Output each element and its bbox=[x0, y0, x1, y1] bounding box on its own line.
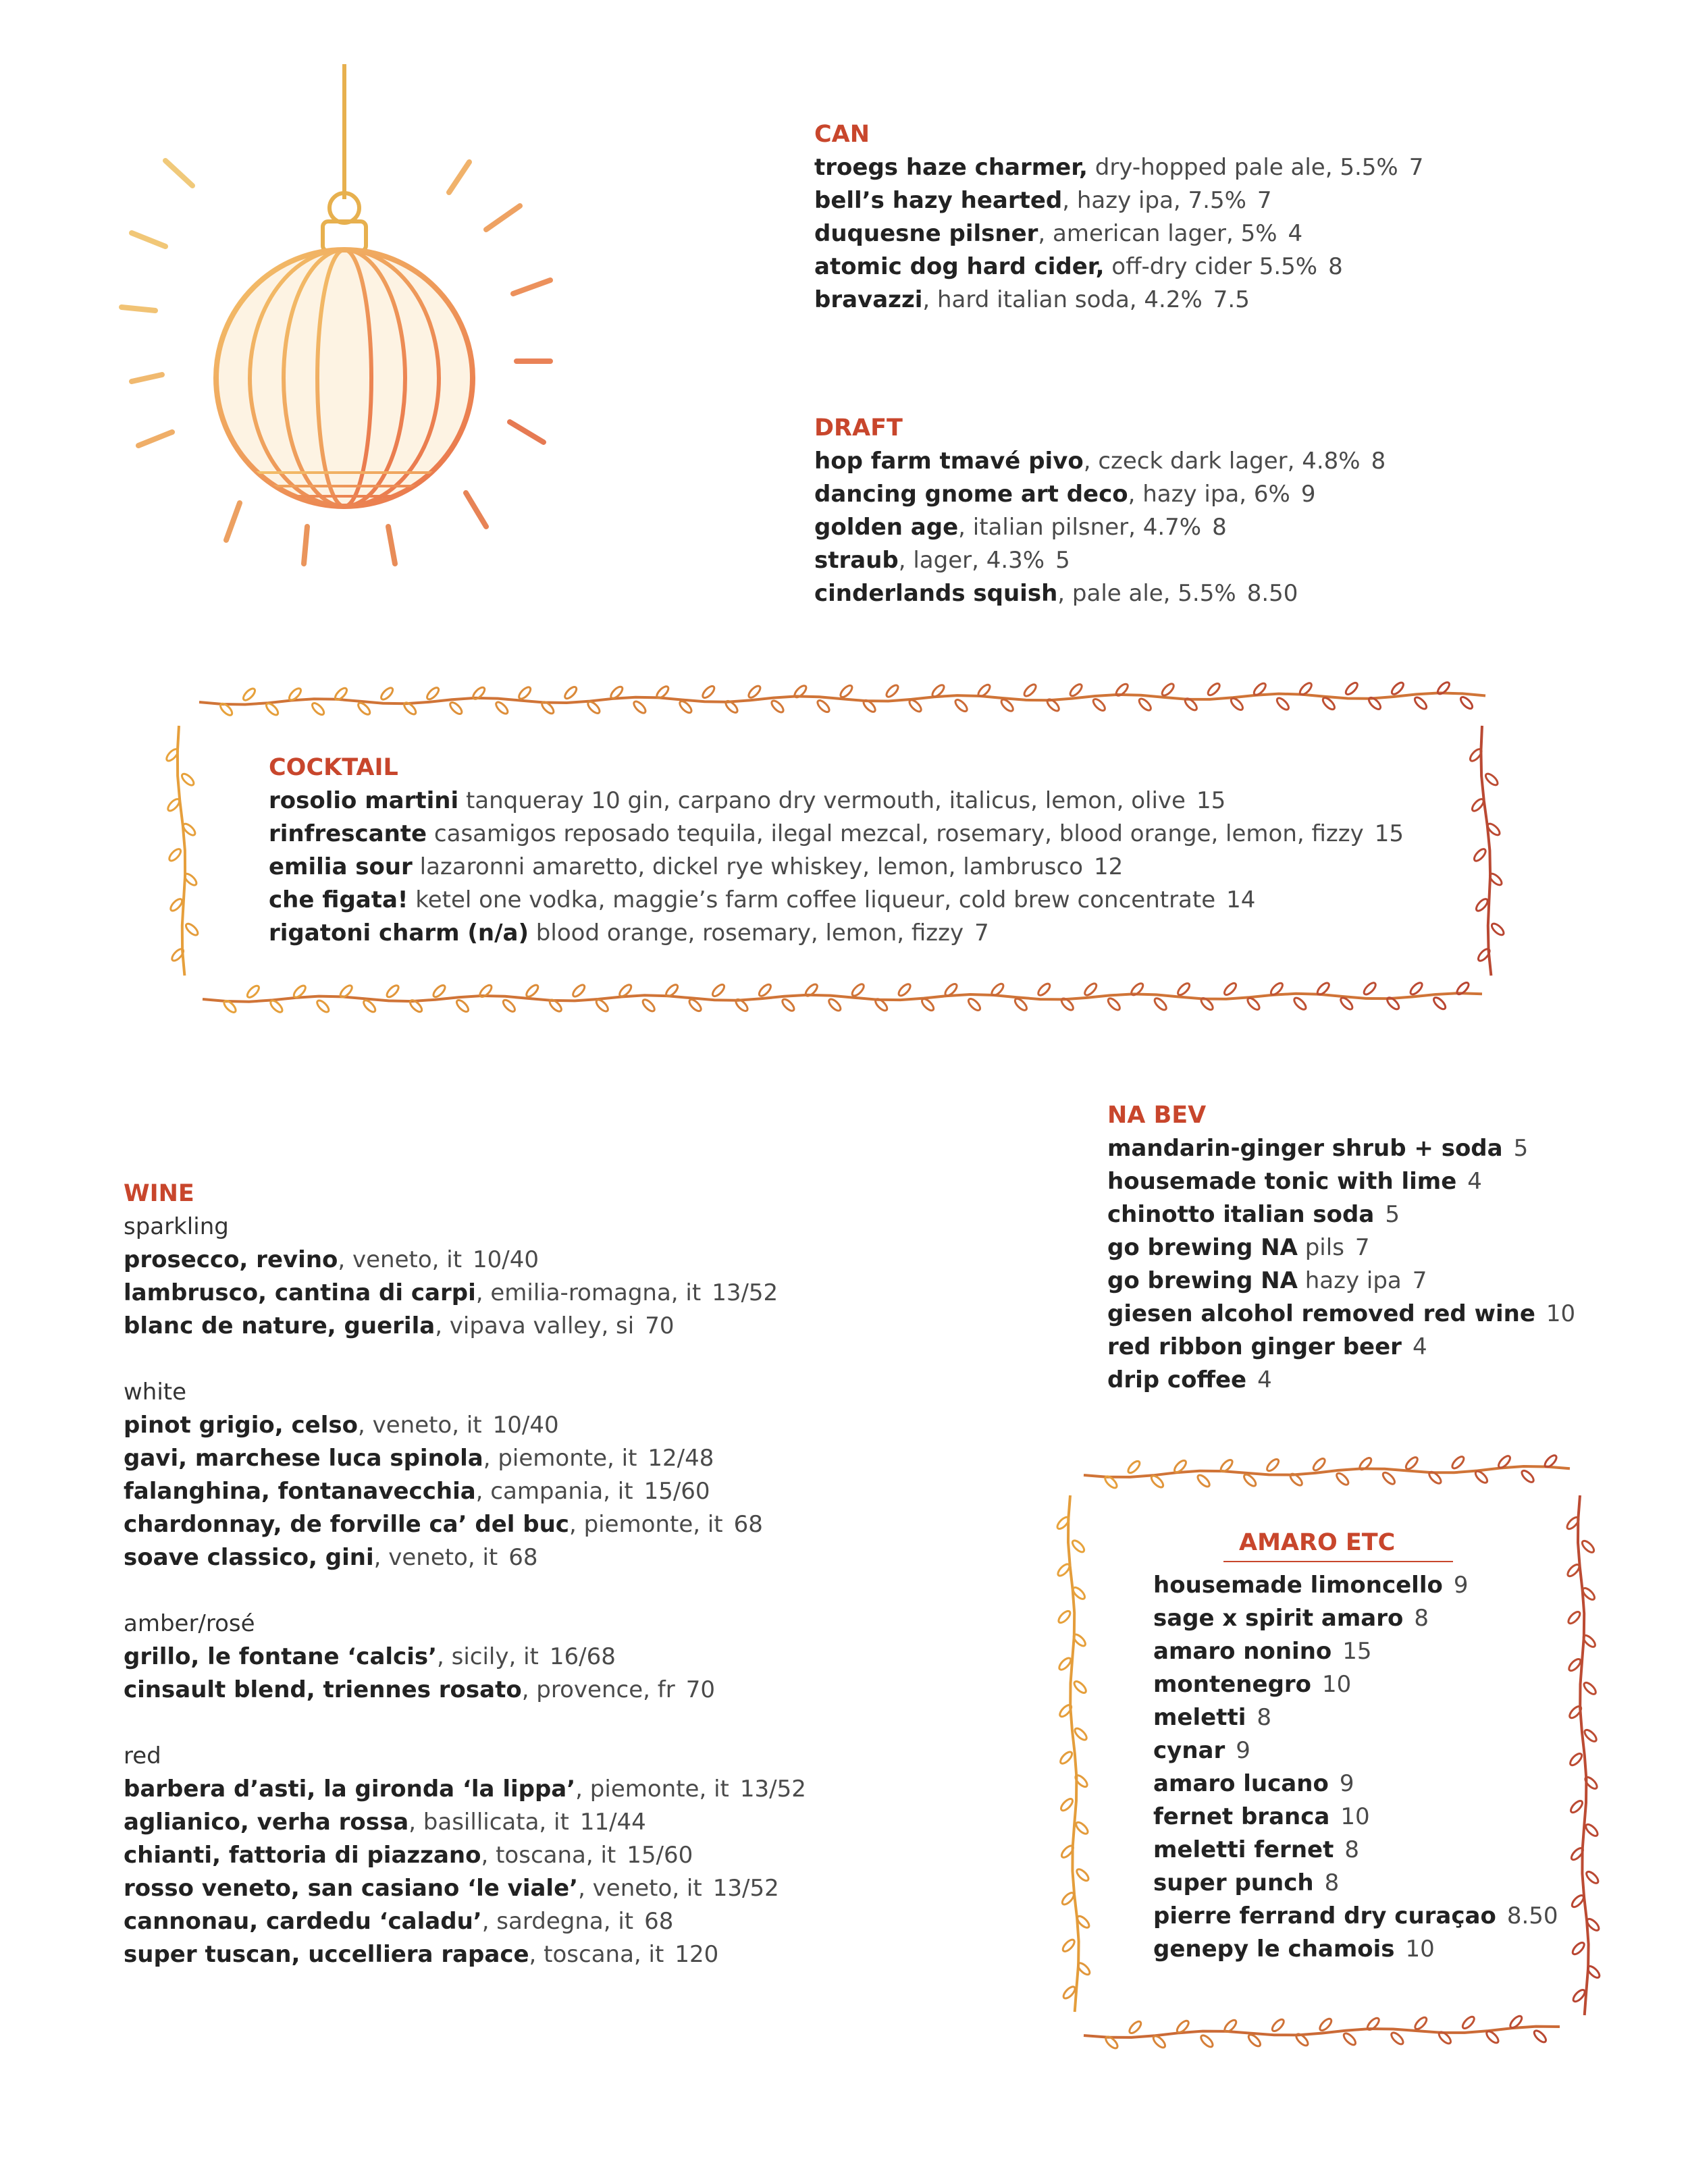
menu-item bbox=[124, 1806, 806, 1839]
menu-item bbox=[814, 184, 1423, 217]
item-price: 7 bbox=[1408, 154, 1424, 181]
menu-item bbox=[814, 217, 1423, 250]
item-name: bell’s hazy hearted bbox=[814, 187, 1063, 214]
menu-item bbox=[1153, 1668, 1558, 1701]
menu-item bbox=[269, 917, 1404, 950]
menu-item bbox=[124, 1277, 806, 1310]
item-name: emilia sour bbox=[269, 853, 413, 880]
item-price: 8.50 bbox=[1506, 1902, 1558, 1929]
item-price: 15/60 bbox=[627, 1842, 693, 1869]
cocktail-frame-right-vine bbox=[1469, 726, 1506, 976]
item-name: amaro nonino bbox=[1153, 1638, 1332, 1665]
amaro-list bbox=[1153, 1569, 1558, 1966]
item-name: duquesne pilsner bbox=[814, 220, 1038, 247]
item-name: rinfrescante bbox=[269, 820, 427, 847]
menu-item bbox=[124, 1541, 806, 1574]
menu-item bbox=[124, 1310, 806, 1343]
disco-ball-icon bbox=[209, 64, 479, 506]
menu-item bbox=[124, 1938, 806, 1971]
menu-item bbox=[814, 284, 1423, 317]
item-name: rigatoni charm (n/a) bbox=[269, 920, 529, 947]
item-name: red ribbon ginger beer bbox=[1107, 1333, 1402, 1360]
item-price: 68 bbox=[644, 1908, 674, 1935]
item-name: super tuscan, uccelliera rapace bbox=[124, 1941, 529, 1968]
item-price: 5 bbox=[1385, 1201, 1400, 1228]
item-price: 15 bbox=[1374, 820, 1404, 847]
item-price: 7 bbox=[1354, 1234, 1370, 1261]
item-name: genepy le chamois bbox=[1153, 1936, 1395, 1963]
item-description: , hard italian soda, 4.2% bbox=[922, 286, 1203, 313]
item-price: 120 bbox=[675, 1941, 719, 1968]
item-description: , provence, fr bbox=[521, 1676, 675, 1703]
item-price: 16/68 bbox=[549, 1643, 616, 1670]
menu-item bbox=[814, 250, 1423, 284]
menu-item bbox=[814, 577, 1386, 610]
item-name: rosolio martini bbox=[269, 787, 459, 814]
item-name: barbera d’asti, la gironda ‘la lippa’ bbox=[124, 1776, 576, 1803]
item-name: atomic dog hard cider, bbox=[814, 253, 1105, 280]
menu-item bbox=[269, 818, 1404, 851]
item-name: dancing gnome art deco bbox=[814, 481, 1128, 508]
menu-item bbox=[1153, 1734, 1558, 1767]
menu-item bbox=[124, 1244, 806, 1277]
cocktail-frame-bottom-vine bbox=[203, 981, 1482, 1014]
item-name: chinotto italian soda bbox=[1107, 1201, 1375, 1228]
menu-item bbox=[124, 1839, 806, 1872]
item-price: 10 bbox=[1546, 1300, 1576, 1327]
item-price: 15 bbox=[1196, 787, 1226, 814]
item-price: 8 bbox=[1257, 1704, 1272, 1731]
amaro-frame-top-vine bbox=[1084, 1454, 1570, 1490]
menu-item bbox=[124, 1773, 806, 1806]
item-name: che figata! bbox=[269, 886, 408, 913]
item-description: , emilia-romagna, it bbox=[475, 1279, 702, 1306]
menu-item bbox=[1153, 1701, 1558, 1734]
item-name: cannonau, cardedu ‘caladu’ bbox=[124, 1908, 482, 1935]
item-name: aglianico, verha rossa bbox=[124, 1809, 409, 1836]
menu-item bbox=[1107, 1132, 1575, 1165]
wine-section bbox=[124, 1177, 806, 1971]
menu-item bbox=[1107, 1298, 1575, 1331]
menu-item bbox=[1107, 1364, 1575, 1397]
item-description: pils bbox=[1297, 1234, 1344, 1261]
item-price: 15 bbox=[1342, 1638, 1372, 1665]
menu-item bbox=[1107, 1198, 1575, 1231]
menu-item bbox=[1153, 1867, 1558, 1900]
draft-section bbox=[814, 412, 1386, 610]
item-description: blood orange, rosemary, lemon, fizzy bbox=[529, 920, 964, 947]
item-price: 4 bbox=[1257, 1366, 1272, 1393]
cocktail-section bbox=[269, 751, 1404, 950]
item-price: 7 bbox=[1412, 1267, 1427, 1294]
wine-group-label: sparkling bbox=[124, 1213, 229, 1240]
menu-item bbox=[814, 478, 1386, 511]
menu-item bbox=[1153, 1900, 1558, 1933]
item-price: 5 bbox=[1055, 547, 1070, 574]
wine-group-label: red bbox=[124, 1742, 161, 1769]
item-name: chianti, fattoria di piazzano bbox=[124, 1842, 481, 1869]
menu-item bbox=[1153, 1801, 1558, 1834]
cocktail-frame-top-vine bbox=[199, 681, 1485, 717]
na-bev-list bbox=[1107, 1132, 1575, 1397]
menu-item bbox=[124, 1872, 806, 1905]
item-price: 13/52 bbox=[712, 1279, 779, 1306]
na-bev-section bbox=[1107, 1099, 1575, 1397]
item-name: pierre ferrand dry curaçao bbox=[1153, 1902, 1496, 1929]
amaro-frame-left-vine bbox=[1055, 1495, 1091, 2012]
item-price: 10/40 bbox=[473, 1246, 539, 1273]
item-price: 10 bbox=[1340, 1803, 1370, 1830]
menu-item bbox=[124, 1475, 806, 1508]
item-name: housemade tonic with lime bbox=[1107, 1168, 1457, 1195]
item-price: 68 bbox=[733, 1511, 763, 1538]
item-description: , piemonte, it bbox=[575, 1776, 729, 1803]
item-description: , veneto, it bbox=[357, 1412, 482, 1439]
item-name: giesen alcohol removed red wine bbox=[1107, 1300, 1535, 1327]
item-description: , vipava valley, si bbox=[435, 1312, 635, 1339]
item-name: pinot grigio, celso bbox=[124, 1412, 358, 1439]
menu-item bbox=[1153, 1767, 1558, 1801]
item-price: 10 bbox=[1322, 1671, 1352, 1698]
item-name: falanghina, fontanavecchia bbox=[124, 1478, 476, 1505]
menu-item bbox=[814, 511, 1386, 544]
item-description: , sicily, it bbox=[437, 1643, 539, 1670]
item-price: 12/48 bbox=[648, 1445, 714, 1472]
item-price: 70 bbox=[645, 1312, 675, 1339]
menu-item bbox=[269, 884, 1404, 917]
draft-list bbox=[814, 445, 1386, 610]
item-price: 68 bbox=[508, 1544, 538, 1571]
menu-item bbox=[1153, 1933, 1558, 1966]
cocktail-list bbox=[269, 784, 1404, 950]
can-section bbox=[814, 118, 1423, 317]
item-name: go brewing NA bbox=[1107, 1234, 1298, 1261]
wine-heading: WINE bbox=[124, 1180, 194, 1207]
item-description: off-dry cider 5.5% bbox=[1104, 253, 1318, 280]
item-description: , veneto, it bbox=[578, 1875, 702, 1902]
item-name: super punch bbox=[1153, 1869, 1314, 1896]
wine-group-label: amber/rosé bbox=[124, 1610, 255, 1637]
item-name: troegs haze charmer, bbox=[814, 154, 1088, 181]
item-name: meletti bbox=[1153, 1704, 1246, 1731]
wine-groups bbox=[124, 1210, 806, 1971]
item-description: , american lager, 5% bbox=[1038, 220, 1277, 247]
item-name: golden age bbox=[814, 514, 959, 541]
can-heading: CAN bbox=[814, 121, 870, 148]
item-name: prosecco, revino bbox=[124, 1246, 338, 1273]
menu-item bbox=[1107, 1231, 1575, 1264]
item-price: 8.50 bbox=[1246, 580, 1298, 607]
item-name: lambrusco, cantina di carpi bbox=[124, 1279, 476, 1306]
menu-item bbox=[814, 544, 1386, 577]
item-description: dry-hopped pale ale, 5.5% bbox=[1087, 154, 1398, 181]
amaro-section bbox=[1153, 1526, 1558, 1966]
item-description: tanqueray 10 gin, carpano dry vermouth, italicus, lemon, olive bbox=[458, 787, 1186, 814]
can-list bbox=[814, 151, 1423, 317]
cocktail-frame-left-vine bbox=[165, 726, 200, 976]
item-price: 7 bbox=[1257, 187, 1272, 214]
item-description: , veneto, it bbox=[373, 1544, 498, 1571]
item-price: 9 bbox=[1453, 1572, 1469, 1599]
item-price: 7.5 bbox=[1213, 286, 1250, 313]
item-name: cynar bbox=[1153, 1737, 1225, 1764]
item-price: 70 bbox=[685, 1676, 715, 1703]
item-price: 10/40 bbox=[492, 1412, 559, 1439]
item-description: , toscana, it bbox=[481, 1842, 616, 1869]
item-description: , basillicata, it bbox=[408, 1809, 569, 1836]
item-description: , piemonte, it bbox=[569, 1511, 723, 1538]
item-name: drip coffee bbox=[1107, 1366, 1247, 1393]
item-price: 8 bbox=[1212, 514, 1227, 541]
item-description: , italian pilsner, 4.7% bbox=[958, 514, 1202, 541]
item-name: chardonnay, de forville ca’ del buc bbox=[124, 1511, 569, 1538]
item-description: , pale ale, 5.5% bbox=[1057, 580, 1236, 607]
item-price: 14 bbox=[1226, 886, 1256, 913]
amaro-frame-right-vine bbox=[1565, 1495, 1601, 2015]
item-price: 7 bbox=[974, 920, 989, 947]
item-price: 8 bbox=[1414, 1605, 1429, 1632]
item-price: 12 bbox=[1094, 853, 1124, 880]
cocktail-heading: COCKTAIL bbox=[269, 754, 398, 781]
menu-item bbox=[814, 151, 1423, 184]
item-name: cinderlands squish bbox=[814, 580, 1058, 607]
item-price: 15/60 bbox=[643, 1478, 710, 1505]
item-name: montenegro bbox=[1153, 1671, 1312, 1698]
item-price: 4 bbox=[1412, 1333, 1427, 1360]
item-description: , campania, it bbox=[475, 1478, 633, 1505]
menu-item bbox=[124, 1409, 806, 1442]
menu-item bbox=[1107, 1264, 1575, 1298]
amaro-heading-rule bbox=[1223, 1561, 1453, 1562]
item-price: 4 bbox=[1467, 1168, 1482, 1195]
item-name: gavi, marchese luca spinola bbox=[124, 1445, 483, 1472]
item-description: , sardegna, it bbox=[481, 1908, 634, 1935]
item-name: fernet branca bbox=[1153, 1803, 1330, 1830]
item-name: rosso veneto, san casiano ‘le viale’ bbox=[124, 1875, 579, 1902]
draft-heading: DRAFT bbox=[814, 415, 903, 442]
item-price: 8 bbox=[1328, 253, 1343, 280]
item-description: , toscana, it bbox=[529, 1941, 664, 1968]
menu-item bbox=[1153, 1834, 1558, 1867]
item-name: cinsault blend, triennes rosato bbox=[124, 1676, 522, 1703]
item-price: 4 bbox=[1288, 220, 1303, 247]
item-price: 13/52 bbox=[712, 1875, 779, 1902]
item-name: mandarin-ginger shrub + soda bbox=[1107, 1135, 1503, 1162]
menu-item bbox=[1153, 1569, 1558, 1602]
na-bev-heading: NA BEV bbox=[1107, 1102, 1207, 1129]
amaro-frame-bottom-vine bbox=[1084, 2015, 1560, 2050]
item-name: grillo, le fontane ‘calcis’ bbox=[124, 1643, 438, 1670]
item-price: 9 bbox=[1300, 481, 1316, 508]
item-price: 9 bbox=[1339, 1770, 1354, 1797]
item-name: hop farm tmavé pivo bbox=[814, 448, 1084, 475]
menu-item bbox=[1153, 1635, 1558, 1668]
menu-item bbox=[124, 1442, 806, 1475]
item-description: hazy ipa bbox=[1297, 1267, 1402, 1294]
item-name: sage x spirit amaro bbox=[1153, 1605, 1404, 1632]
item-description: casamigos reposado tequila, ilegal mezcal, rosemary, blood orange, lemon, fizzy bbox=[427, 820, 1364, 847]
item-price: 10 bbox=[1405, 1936, 1435, 1963]
item-name: soave classico, gini bbox=[124, 1544, 374, 1571]
wine-group-label: white bbox=[124, 1379, 187, 1406]
item-name: straub bbox=[814, 547, 899, 574]
menu-item bbox=[1107, 1331, 1575, 1364]
item-name: blanc de nature, guerila bbox=[124, 1312, 436, 1339]
menu-item bbox=[269, 784, 1404, 818]
menu-item bbox=[269, 851, 1404, 884]
item-price: 11/44 bbox=[579, 1809, 646, 1836]
item-description: , lager, 4.3% bbox=[898, 547, 1045, 574]
item-name: go brewing NA bbox=[1107, 1267, 1298, 1294]
menu-item bbox=[1153, 1602, 1558, 1635]
sun-rays-icon bbox=[122, 161, 550, 564]
item-description: ketel one vodka, maggie’s farm coffee liqueur, cold brew concentrate bbox=[408, 886, 1216, 913]
amaro-heading: AMARO ETC bbox=[1239, 1529, 1396, 1556]
item-description: lazaronni amaretto, dickel rye whiskey, lemon, lambrusco bbox=[412, 853, 1084, 880]
item-name: housemade limoncello bbox=[1153, 1572, 1443, 1599]
menu-item bbox=[124, 1674, 806, 1707]
item-name: amaro lucano bbox=[1153, 1770, 1329, 1797]
menu-item bbox=[814, 445, 1386, 478]
item-name: meletti fernet bbox=[1153, 1836, 1334, 1863]
item-description: , piemonte, it bbox=[483, 1445, 637, 1472]
menu-item bbox=[124, 1641, 806, 1674]
item-price: 5 bbox=[1513, 1135, 1529, 1162]
item-price: 8 bbox=[1324, 1869, 1340, 1896]
item-description: , hazy ipa, 7.5% bbox=[1062, 187, 1246, 214]
item-price: 13/52 bbox=[739, 1776, 806, 1803]
menu-item bbox=[124, 1508, 806, 1541]
item-price: 8 bbox=[1371, 448, 1386, 475]
menu-item bbox=[1107, 1165, 1575, 1198]
item-description: , veneto, it bbox=[338, 1246, 463, 1273]
item-price: 8 bbox=[1344, 1836, 1359, 1863]
item-price: 9 bbox=[1236, 1737, 1250, 1764]
menu-item bbox=[124, 1905, 806, 1938]
item-name: bravazzi bbox=[814, 286, 923, 313]
item-description: , czeck dark lager, 4.8% bbox=[1083, 448, 1361, 475]
item-description: , hazy ipa, 6% bbox=[1128, 481, 1290, 508]
